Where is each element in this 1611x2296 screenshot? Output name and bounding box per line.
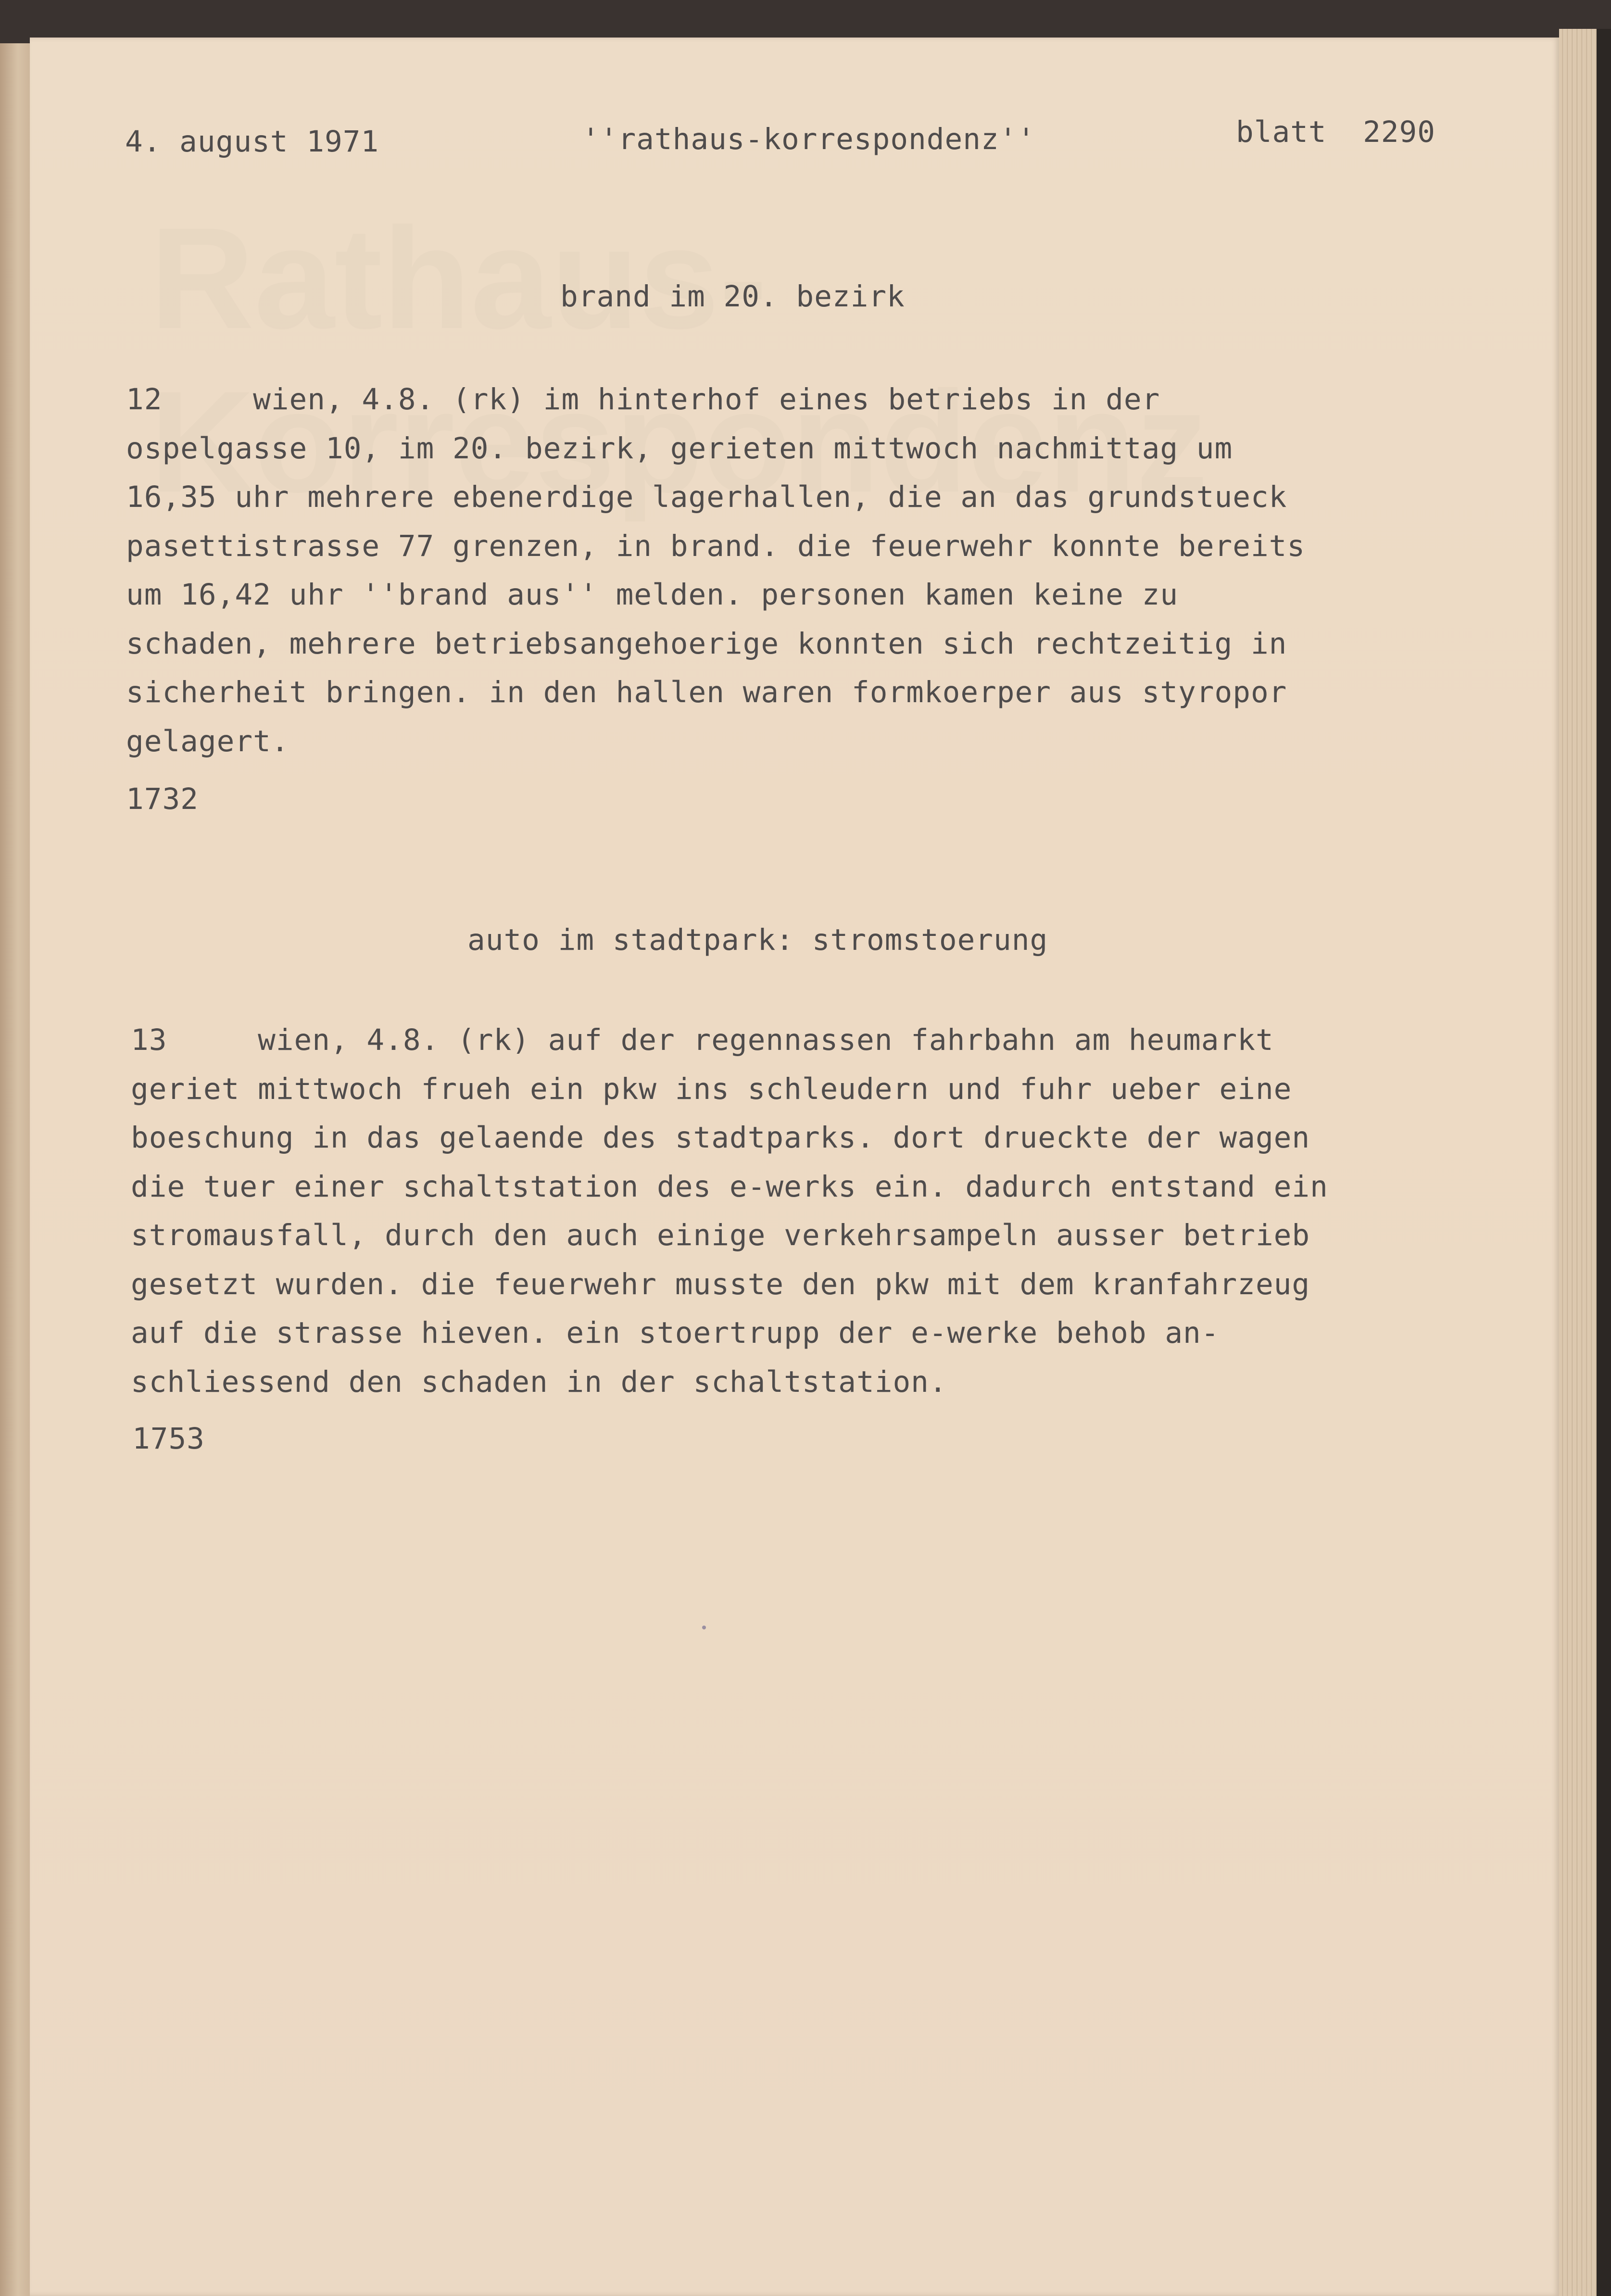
article-line: pasettistrasse 77 grenzen, in brand. die feuerwehr konnte bereits xyxy=(126,529,1306,563)
article-line: sicherheit bringen. in den hallen waren formkoerper aus styropor xyxy=(126,675,1287,709)
article-1-headline: brand im 20. bezirk xyxy=(560,279,905,314)
article-2-body xyxy=(131,1016,1328,1406)
article-line: boeschung in das gelaende des stadtparks. dort drueckte der wagen xyxy=(131,1121,1310,1155)
header-date: 4. august 1971 xyxy=(125,125,379,159)
article-line: schliessend den schaden in der schaltstation. xyxy=(131,1364,947,1399)
article-line: 13 wien, 4.8. (rk) auf der regennassen fahrbahn am heumarkt xyxy=(131,1023,1274,1057)
article-line: 12 wien, 4.8. (rk) im hinterhof eines betriebs in der xyxy=(126,382,1160,416)
paper-speck xyxy=(702,1626,706,1629)
article-line: geriet mittwoch frueh ein pkw ins schleudern und fuhr ueber eine xyxy=(131,1072,1292,1106)
article-line: ospelgasse 10, im 20. bezirk, gerieten mittwoch nachmittag um xyxy=(126,431,1233,466)
page-stack-edge xyxy=(1559,29,1611,2296)
article-line: gelagert. xyxy=(126,724,289,758)
header-sheet-number: blatt 2290 xyxy=(1236,115,1435,149)
article-1-time-code: 1732 xyxy=(126,782,199,816)
article-line: 16,35 uhr mehrere ebenerdige lagerhallen, die an das grundstueck xyxy=(126,480,1287,514)
article-2-headline: auto im stadtpark: stromstoerung xyxy=(467,923,1048,957)
article-1-body xyxy=(126,375,1305,766)
article-2-time-code: 1753 xyxy=(132,1422,205,1456)
article-line: die tuer einer schaltstation des e-werks ein. dadurch entstand ein xyxy=(131,1169,1328,1204)
article-line: gesetzt wurden. die feuerwehr musste den pkw mit dem kranfahrzeug xyxy=(131,1267,1310,1301)
article-line: schaden, mehrere betriebsangehoerige konnten sich rechtzeitig in xyxy=(126,626,1287,661)
article-line: stromausfall, durch den auch einige verkehrsampeln ausser betrieb xyxy=(131,1218,1310,1252)
header-publication: ''rathaus-korrespondenz'' xyxy=(582,122,1036,156)
article-line: auf die strasse hieven. ein stoertrupp der e-werke behob an- xyxy=(131,1316,1220,1350)
previous-page-edge xyxy=(0,43,31,2296)
article-line: um 16,42 uhr ''brand aus'' melden. personen kamen keine zu xyxy=(126,578,1179,612)
